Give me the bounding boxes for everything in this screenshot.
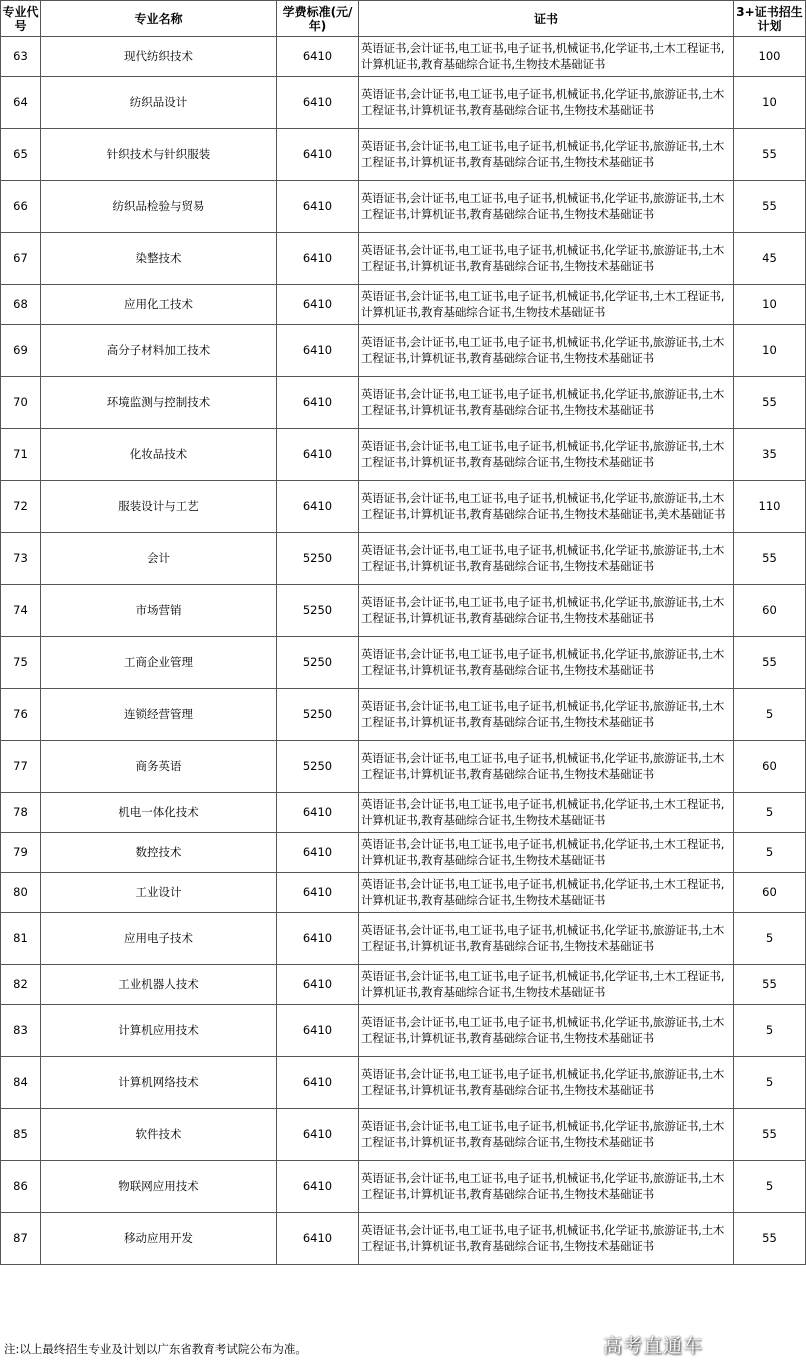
- cell-plan: 5: [734, 913, 806, 965]
- cell-tuition: 6410: [277, 429, 359, 481]
- table-row: [1, 325, 806, 377]
- cell-code: 86: [1, 1161, 41, 1213]
- cell-plan: 55: [734, 181, 806, 233]
- cell-certificates: 英语证书,会计证书,电工证书,电子证书,机械证书,化学证书,土木工程证书,计算机证书,教育基础综合证书,生物技术基础证书: [359, 873, 734, 913]
- cell-certificates: 英语证书,会计证书,电工证书,电子证书,机械证书,化学证书,旅游证书,土木工程证书,计算机证书,教育基础综合证书,生物技术基础证书: [359, 585, 734, 637]
- cell-plan: 5: [734, 1057, 806, 1109]
- cell-code: 84: [1, 1057, 41, 1109]
- table-row: [1, 1109, 806, 1161]
- table-row: [1, 585, 806, 637]
- cell-tuition: 5250: [277, 533, 359, 585]
- table-row: [1, 1057, 806, 1109]
- cell-major-name: 应用化工技术: [41, 285, 277, 325]
- cell-code: 66: [1, 181, 41, 233]
- cell-certificates: 英语证书,会计证书,电工证书,电子证书,机械证书,化学证书,土木工程证书,计算机证书,教育基础综合证书,生物技术基础证书: [359, 833, 734, 873]
- cell-certificates: 英语证书,会计证书,电工证书,电子证书,机械证书,化学证书,旅游证书,土木工程证书,计算机证书,教育基础综合证书,生物技术基础证书: [359, 1109, 734, 1161]
- cell-plan: 35: [734, 429, 806, 481]
- table-header-row: [1, 1, 806, 37]
- cell-plan: 55: [734, 377, 806, 429]
- table-row: [1, 37, 806, 77]
- cell-certificates: 英语证书,会计证书,电工证书,电子证书,机械证书,化学证书,旅游证书,土木工程证书,计算机证书,教育基础综合证书,生物技术基础证书: [359, 741, 734, 793]
- cell-major-name: 计算机应用技术: [41, 1005, 277, 1057]
- cell-major-name: 数控技术: [41, 833, 277, 873]
- table-row: [1, 833, 806, 873]
- cell-major-name: 应用电子技术: [41, 913, 277, 965]
- cell-tuition: 6410: [277, 913, 359, 965]
- cell-tuition: 6410: [277, 793, 359, 833]
- header-plan: 3+证书招生计划: [734, 1, 806, 37]
- cell-tuition: 5250: [277, 585, 359, 637]
- cell-major-name: 计算机网络技术: [41, 1057, 277, 1109]
- cell-tuition: 5250: [277, 637, 359, 689]
- cell-code: 75: [1, 637, 41, 689]
- cell-major-name: 化妆品技术: [41, 429, 277, 481]
- table-row: [1, 793, 806, 833]
- cell-plan: 45: [734, 233, 806, 285]
- table-row: [1, 77, 806, 129]
- cell-certificates: 英语证书,会计证书,电工证书,电子证书,机械证书,化学证书,旅游证书,土木工程证书,计算机证书,教育基础综合证书,生物技术基础证书: [359, 1005, 734, 1057]
- table-row: [1, 1005, 806, 1057]
- cell-tuition: 6410: [277, 233, 359, 285]
- cell-tuition: 6410: [277, 833, 359, 873]
- cell-plan: 60: [734, 585, 806, 637]
- table-row: [1, 1213, 806, 1265]
- cell-code: 64: [1, 77, 41, 129]
- cell-major-name: 物联网应用技术: [41, 1161, 277, 1213]
- table-row: [1, 637, 806, 689]
- cell-certificates: 英语证书,会计证书,电工证书,电子证书,机械证书,化学证书,土木工程证书,计算机证书,教育基础综合证书,生物技术基础证书: [359, 37, 734, 77]
- cell-code: 78: [1, 793, 41, 833]
- cell-plan: 55: [734, 637, 806, 689]
- cell-plan: 5: [734, 1005, 806, 1057]
- table-row: [1, 913, 806, 965]
- cell-tuition: 6410: [277, 1005, 359, 1057]
- cell-code: 79: [1, 833, 41, 873]
- header-tuition: 学费标准(元/年): [277, 1, 359, 37]
- cell-certificates: 英语证书,会计证书,电工证书,电子证书,机械证书,化学证书,旅游证书,土木工程证书,计算机证书,教育基础综合证书,生物技术基础证书: [359, 1161, 734, 1213]
- cell-plan: 5: [734, 793, 806, 833]
- cell-major-name: 工商企业管理: [41, 637, 277, 689]
- cell-major-name: 商务英语: [41, 741, 277, 793]
- header-certificates: 证书: [359, 1, 734, 37]
- cell-certificates: 英语证书,会计证书,电工证书,电子证书,机械证书,化学证书,旅游证书,土木工程证书,计算机证书,教育基础综合证书,生物技术基础证书: [359, 913, 734, 965]
- cell-certificates: 英语证书,会计证书,电工证书,电子证书,机械证书,化学证书,土木工程证书,计算机证书,教育基础综合证书,生物技术基础证书: [359, 965, 734, 1005]
- cell-tuition: 6410: [277, 285, 359, 325]
- cell-plan: 55: [734, 129, 806, 181]
- cell-code: 74: [1, 585, 41, 637]
- cell-plan: 5: [734, 689, 806, 741]
- watermark: 高考直通车: [602, 1335, 703, 1357]
- table-row: [1, 689, 806, 741]
- cell-certificates: 英语证书,会计证书,电工证书,电子证书,机械证书,化学证书,旅游证书,土木工程证书,计算机证书,教育基础综合证书,生物技术基础证书: [359, 533, 734, 585]
- cell-tuition: 6410: [277, 37, 359, 77]
- cell-code: 81: [1, 913, 41, 965]
- cell-certificates: 英语证书,会计证书,电工证书,电子证书,机械证书,化学证书,旅游证书,土木工程证书,计算机证书,教育基础综合证书,生物技术基础证书: [359, 181, 734, 233]
- cell-tuition: 6410: [277, 873, 359, 913]
- cell-certificates: 英语证书,会计证书,电工证书,电子证书,机械证书,化学证书,旅游证书,土木工程证书,计算机证书,教育基础综合证书,生物技术基础证书,美术基础证书: [359, 481, 734, 533]
- cell-code: 87: [1, 1213, 41, 1265]
- cell-major-name: 环境监测与控制技术: [41, 377, 277, 429]
- header-major-name: 专业名称: [41, 1, 277, 37]
- cell-tuition: 6410: [277, 129, 359, 181]
- cell-major-name: 软件技术: [41, 1109, 277, 1161]
- cell-tuition: 6410: [277, 481, 359, 533]
- cell-plan: 5: [734, 1161, 806, 1213]
- cell-code: 63: [1, 37, 41, 77]
- cell-tuition: 6410: [277, 965, 359, 1005]
- table-row: [1, 129, 806, 181]
- cell-tuition: 6410: [277, 77, 359, 129]
- table-row: [1, 533, 806, 585]
- cell-tuition: 5250: [277, 741, 359, 793]
- cell-code: 85: [1, 1109, 41, 1161]
- cell-plan: 55: [734, 1109, 806, 1161]
- cell-plan: 60: [734, 741, 806, 793]
- cell-major-name: 连锁经营管理: [41, 689, 277, 741]
- cell-major-name: 工业机器人技术: [41, 965, 277, 1005]
- cell-certificates: 英语证书,会计证书,电工证书,电子证书,机械证书,化学证书,旅游证书,土木工程证书,计算机证书,教育基础综合证书,生物技术基础证书: [359, 637, 734, 689]
- cell-major-name: 染整技术: [41, 233, 277, 285]
- table-row: [1, 965, 806, 1005]
- cell-code: 71: [1, 429, 41, 481]
- cell-certificates: 英语证书,会计证书,电工证书,电子证书,机械证书,化学证书,旅游证书,土木工程证书,计算机证书,教育基础综合证书,生物技术基础证书: [359, 129, 734, 181]
- cell-major-name: 针织技术与针织服装: [41, 129, 277, 181]
- cell-plan: 5: [734, 833, 806, 873]
- cell-code: 82: [1, 965, 41, 1005]
- table-row: [1, 233, 806, 285]
- cell-certificates: 英语证书,会计证书,电工证书,电子证书,机械证书,化学证书,旅游证书,土木工程证书,计算机证书,教育基础综合证书,生物技术基础证书: [359, 429, 734, 481]
- cell-plan: 100: [734, 37, 806, 77]
- cell-code: 76: [1, 689, 41, 741]
- cell-certificates: 英语证书,会计证书,电工证书,电子证书,机械证书,化学证书,旅游证书,土木工程证书,计算机证书,教育基础综合证书,生物技术基础证书: [359, 1057, 734, 1109]
- cell-tuition: 6410: [277, 1057, 359, 1109]
- table-row: [1, 285, 806, 325]
- table-row: [1, 1161, 806, 1213]
- cell-tuition: 6410: [277, 1213, 359, 1265]
- cell-tuition: 6410: [277, 1161, 359, 1213]
- cell-code: 83: [1, 1005, 41, 1057]
- cell-certificates: 英语证书,会计证书,电工证书,电子证书,机械证书,化学证书,旅游证书,土木工程证书,计算机证书,教育基础综合证书,生物技术基础证书: [359, 1213, 734, 1265]
- cell-major-name: 会计: [41, 533, 277, 585]
- cell-tuition: 6410: [277, 377, 359, 429]
- cell-code: 68: [1, 285, 41, 325]
- cell-certificates: 英语证书,会计证书,电工证书,电子证书,机械证书,化学证书,旅游证书,土木工程证书,计算机证书,教育基础综合证书,生物技术基础证书: [359, 325, 734, 377]
- cell-code: 77: [1, 741, 41, 793]
- cell-code: 67: [1, 233, 41, 285]
- cell-major-name: 市场营销: [41, 585, 277, 637]
- cell-code: 70: [1, 377, 41, 429]
- cell-code: 69: [1, 325, 41, 377]
- cell-plan: 60: [734, 873, 806, 913]
- cell-certificates: 英语证书,会计证书,电工证书,电子证书,机械证书,化学证书,土木工程证书,计算机证书,教育基础综合证书,生物技术基础证书: [359, 793, 734, 833]
- cell-plan: 55: [734, 1213, 806, 1265]
- cell-certificates: 英语证书,会计证书,电工证书,电子证书,机械证书,化学证书,旅游证书,土木工程证书,计算机证书,教育基础综合证书,生物技术基础证书: [359, 233, 734, 285]
- table-row: [1, 741, 806, 793]
- table-row: [1, 377, 806, 429]
- cell-major-name: 移动应用开发: [41, 1213, 277, 1265]
- cell-plan: 10: [734, 285, 806, 325]
- table-body: [1, 37, 806, 1265]
- cell-certificates: 英语证书,会计证书,电工证书,电子证书,机械证书,化学证书,旅游证书,土木工程证书,计算机证书,教育基础综合证书,生物技术基础证书: [359, 77, 734, 129]
- cell-major-name: 机电一体化技术: [41, 793, 277, 833]
- cell-major-name: 服装设计与工艺: [41, 481, 277, 533]
- cell-major-name: 纺织品检验与贸易: [41, 181, 277, 233]
- table-row: [1, 873, 806, 913]
- cell-certificates: 英语证书,会计证书,电工证书,电子证书,机械证书,化学证书,旅游证书,土木工程证书,计算机证书,教育基础综合证书,生物技术基础证书: [359, 689, 734, 741]
- table-row: [1, 429, 806, 481]
- cell-tuition: 5250: [277, 689, 359, 741]
- cell-major-name: 高分子材料加工技术: [41, 325, 277, 377]
- cell-code: 72: [1, 481, 41, 533]
- cell-major-name: 现代纺织技术: [41, 37, 277, 77]
- cell-tuition: 6410: [277, 181, 359, 233]
- cell-certificates: 英语证书,会计证书,电工证书,电子证书,机械证书,化学证书,土木工程证书,计算机证书,教育基础综合证书,生物技术基础证书: [359, 285, 734, 325]
- cell-certificates: 英语证书,会计证书,电工证书,电子证书,机械证书,化学证书,旅游证书,土木工程证书,计算机证书,教育基础综合证书,生物技术基础证书: [359, 377, 734, 429]
- cell-plan: 10: [734, 77, 806, 129]
- footnote: 注:以上最终招生专业及计划以广东省教育考试院公布为准。: [4, 1342, 307, 1356]
- cell-major-name: 纺织品设计: [41, 77, 277, 129]
- cell-plan: 10: [734, 325, 806, 377]
- cell-plan: 55: [734, 533, 806, 585]
- cell-code: 65: [1, 129, 41, 181]
- cell-code: 73: [1, 533, 41, 585]
- header-code: 专业代号: [1, 1, 41, 37]
- cell-plan: 110: [734, 481, 806, 533]
- cell-tuition: 6410: [277, 1109, 359, 1161]
- cell-code: 80: [1, 873, 41, 913]
- cell-tuition: 6410: [277, 325, 359, 377]
- cell-plan: 55: [734, 965, 806, 1005]
- table-row: [1, 481, 806, 533]
- table-row: [1, 181, 806, 233]
- cell-major-name: 工业设计: [41, 873, 277, 913]
